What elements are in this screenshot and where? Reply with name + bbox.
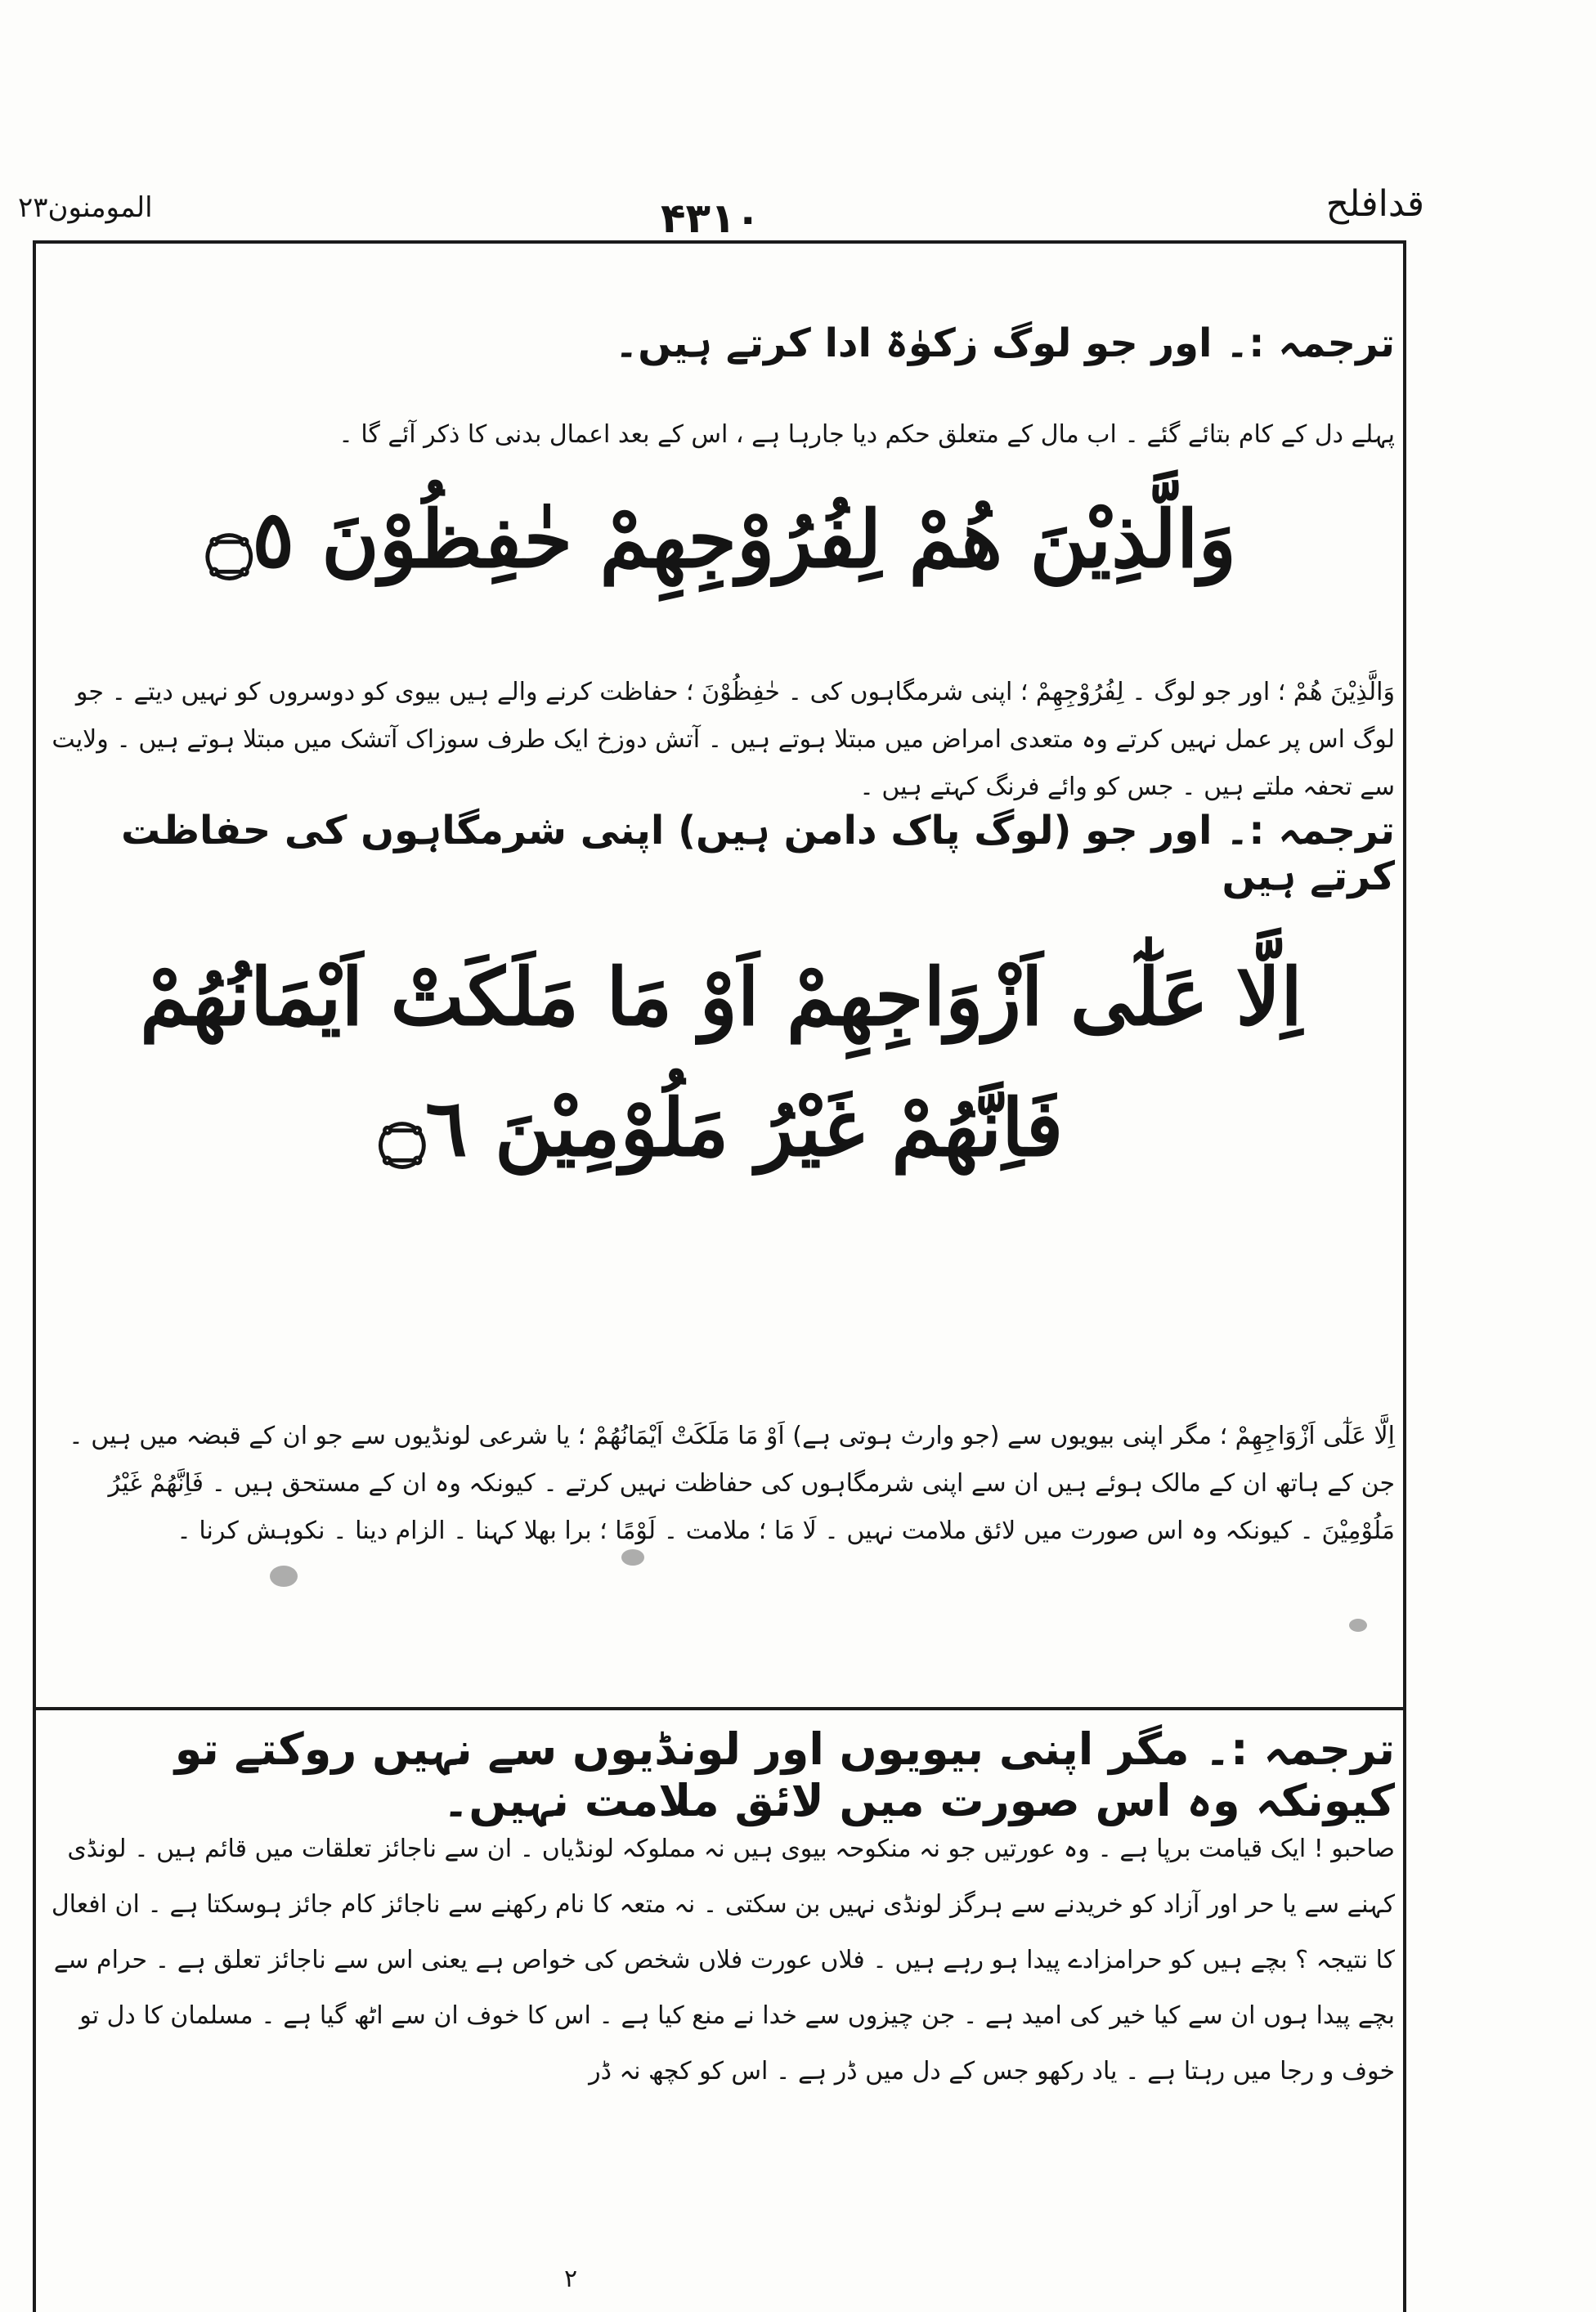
surah-name: المومنون۲۳ — [18, 191, 153, 224]
scan-speck — [1349, 1619, 1367, 1632]
para-name: قدافلح — [1325, 183, 1424, 225]
page-number: ۴۳۱۰ — [661, 195, 761, 242]
page-header — [0, 160, 1596, 242]
word-notes-6: اِلَّا عَلٰٓى اَزْوَاجِهِمْ ؛ مگر اپنی بیویوں سے (جو وارث ہوتی ہے) اَوْ مَا مَلَكَتْ اَيْمَانُهُمْ ؛ یا شرعی لونڈیوں سے جو ان کے قبضہ میں ہیں ۔ جن کے ہاتھ ان کے مالک ہوئے ہیں ان سے اپنی شرمگاہوں کی حفاظت نہیں کرتے ۔ کیونکہ وہ ان کے مستحق ہیں ۔ فَاِنَّهُمْ غَيْرُ مَلُوْمِيْنَ ۔ کیونکہ وہ اس صورت میں لائق ملامت نہیں ۔ لَا مَا ؛ ملامت ۔ لَوْمًا ؛ برا بھلا کہنا ۔ الزام دینا ۔ نکوہش کرنا ۔ — [69, 1422, 1395, 1545]
verse-6-line-2: فَاِنَّهُمْ غَيْرُ مَلُوْمِيْنَ ۝٦ — [379, 1082, 1064, 1174]
scan-speck — [270, 1566, 298, 1587]
translation-5: ترجمہ :۔ اور جو (لوگ پاک دامن ہیں) اپنی شرمگاہوں کی حفاظت کرتے ہیں — [121, 808, 1395, 899]
commentary-6: صاحبو ! ایک قیامت برپا ہے ۔ وہ عورتیں جو نہ منکوحہ بیوی ہیں نہ مملوکہ لونڈیاں ۔ ان سے ناجائز تعلقات میں قائم ہیں ۔ لونڈی کہنے سے یا حر اور آزاد کو خریدنے سے ہرگز لونڈی نہیں بن سکتی ۔ نہ متعہ کا نام رکھنے سے ناجائز کام جائز ہوسکتا ہے ۔ ان افعال کا نتیجہ ؟ بچے ہیں کو حرامزادے پیدا ہو رہے ہیں ۔ فلاں عورت فلاں شخص کی خواص ہے یعنی اس سے ناجائز تعلق ہے ۔ حرام سے بچے پیدا ہوں ان سے کیا خیر کی امید ہے ۔ جن چیزوں سے خدا نے منع کیا ہے ۔ اس کا خوف ان سے اٹھ گیا ہے ۔ مسلمان کا دل تو خوف و رجا میں رہتا ہے ۔ یاد رکھو جس کے دل میں ڈر ہے ۔ اس کو کچھ نہ ڈر — [51, 1835, 1395, 2086]
word-notes-5: وَالَّذِيْنَ هُمْ ؛ اور جو لوگ ۔ لِفُرُوْجِهِمْ ؛ اپنی شرمگاہوں کی ۔ حٰفِظُوْنَ ؛ حفاظت کرنے والے ہیں بیوی کو دوسروں کو نہیں دیتے ۔ جو لوگ اس پر عمل نہیں کرتے وہ متعدی امراض میں مبتلا ہوتے ہیں ۔ آتش دوزخ ایک طرف سوزاک آتشک میں مبتلا ہوتے ہیں ۔ ولایت سے تحفہ ملتے ہیں ۔ جس کو وائے فرنگ کہتے ہیں ۔ — [52, 678, 1395, 801]
translation-6: ترجمہ :۔ مگر اپنی بیویوں اور لونڈیوں سے نہیں روکتے تو کیونکہ وہ اس صورت میں لائق ملامت نہیں۔ — [174, 1723, 1395, 1826]
page-frame — [33, 240, 1406, 2312]
verse-5: وَالَّذِيْنَ هُمْ لِفُرُوْجِهِمْ حٰفِظُوْنَ ۝٥ — [206, 493, 1236, 585]
section-divider — [36, 1707, 1403, 1710]
verse-6-line-1: اِلَّا عَلٰٓى اَزْوَاجِهِمْ اَوْ مَا مَلَكَتْ اَيْمَانُهُمْ — [140, 951, 1302, 1043]
translation-1: ترجمہ :۔ اور جو لوگ زکوٰۃ ادا کرتے ہیں۔ — [615, 320, 1395, 366]
scan-speck — [621, 1549, 644, 1566]
footer-number: ۲ — [564, 2265, 578, 2293]
commentary-intro: پہلے دل کے کام بتائے گئے ۔ اب مال کے متعلق حکم دیا جارہا ہے ، اس کے بعد اعمال بدنی کا ذکر آئے گا ۔ — [338, 420, 1395, 449]
